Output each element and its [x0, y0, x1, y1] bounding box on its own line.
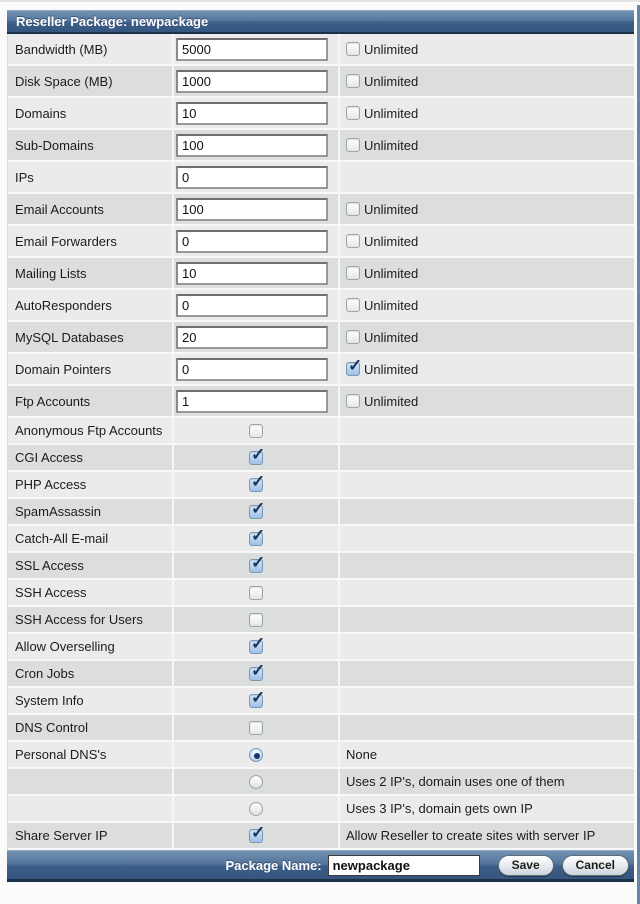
unlimited-label: Unlimited [364, 233, 419, 249]
unlimited-label: Unlimited [364, 41, 419, 57]
field-label: Ftp Accounts [15, 393, 91, 409]
unlimited-label: Unlimited [364, 73, 419, 89]
unlimited-label: Unlimited [364, 393, 419, 409]
field-label: System Info [15, 693, 84, 708]
cron-jobs-checkbox[interactable] [249, 667, 263, 681]
ips-input[interactable] [176, 166, 328, 189]
php-access-checkbox[interactable] [249, 478, 263, 492]
table-row-cron-jobs [8, 661, 634, 688]
bandwidth-mb-input[interactable] [176, 38, 328, 61]
option-description: Allow Reseller to create sites with server IP [346, 828, 596, 843]
field-label: SSH Access [15, 585, 87, 600]
field-label: Allow Overselling [15, 639, 115, 654]
mysql-databases-input[interactable] [176, 326, 328, 349]
field-label: AutoResponders [15, 297, 112, 313]
table-row-spamassassin [8, 499, 634, 526]
bandwidth-mb-unlimited-checkbox[interactable] [346, 42, 360, 56]
table-row-ips [8, 162, 634, 194]
catch-all-e-mail-checkbox[interactable] [249, 532, 263, 546]
mysql-databases-unlimited-checkbox[interactable] [346, 330, 360, 344]
save-button[interactable]: Save [498, 855, 554, 876]
panel-title: Reseller Package: newpackage [16, 14, 209, 29]
unlimited-label: Unlimited [364, 297, 419, 313]
table-row-ftp-accounts [8, 386, 634, 418]
field-label: DNS Control [15, 720, 88, 735]
table-row-php-access [8, 472, 634, 499]
spamassassin-checkbox[interactable] [249, 505, 263, 519]
table-row-ssh-access-for-users [8, 607, 634, 634]
field-label: Cron Jobs [15, 666, 75, 681]
mailing-lists-input[interactable] [176, 262, 328, 285]
field-label: CGI Access [15, 450, 83, 465]
table-row-ssh-access [8, 580, 634, 607]
field-label: Disk Space (MB) [15, 73, 113, 89]
field-label: Bandwidth (MB) [15, 41, 108, 57]
domains-unlimited-checkbox[interactable] [346, 106, 360, 120]
field-label: Sub-Domains [15, 137, 94, 153]
package-settings-rows [7, 34, 634, 850]
email-forwarders-input[interactable] [176, 230, 328, 253]
mailing-lists-unlimited-checkbox[interactable] [346, 266, 360, 280]
table-row-sub-domains [8, 130, 634, 162]
email-accounts-unlimited-checkbox[interactable] [346, 202, 360, 216]
option-description: Uses 3 IP's, domain gets own IP [346, 801, 533, 816]
sub-domains-unlimited-checkbox[interactable] [346, 138, 360, 152]
uses-2-ip-s-domain-uses-one-of-them-radio[interactable] [249, 775, 263, 789]
unlimited-label: Unlimited [364, 105, 419, 121]
cgi-access-checkbox[interactable] [249, 451, 263, 465]
field-label: Email Forwarders [15, 233, 117, 249]
field-label: IPs [15, 169, 34, 185]
unlimited-label: Unlimited [364, 137, 419, 153]
table-row-uses-2-ip-s-domain-uses-one-of-them [8, 769, 634, 796]
disk-space-mb-unlimited-checkbox[interactable] [346, 74, 360, 88]
unlimited-label: Unlimited [364, 361, 419, 377]
table-row-email-forwarders [8, 226, 634, 258]
field-label: Catch-All E-mail [15, 531, 109, 546]
email-forwarders-unlimited-checkbox[interactable] [346, 234, 360, 248]
table-row-ssl-access [8, 553, 634, 580]
table-row-dns-control [8, 715, 634, 742]
package-name-input[interactable] [328, 855, 480, 876]
domain-pointers-unlimited-checkbox[interactable] [346, 362, 360, 376]
table-row-allow-overselling [8, 634, 634, 661]
autoresponders-input[interactable] [176, 294, 328, 317]
table-row-email-accounts [8, 194, 634, 226]
option-description: None [346, 747, 378, 762]
ssh-access-checkbox[interactable] [249, 586, 263, 600]
table-row-mailing-lists [8, 258, 634, 290]
unlimited-label: Unlimited [364, 265, 419, 281]
dns-control-checkbox[interactable] [249, 721, 263, 735]
panel-footerbar [7, 850, 634, 882]
field-label: Personal DNS's [15, 747, 107, 762]
table-row-autoresponders [8, 290, 634, 322]
ssh-access-for-users-checkbox[interactable] [249, 613, 263, 627]
panel-titlebar [7, 10, 634, 34]
table-row-disk-space-mb [8, 66, 634, 98]
none-radio[interactable] [249, 748, 263, 762]
unlimited-label: Unlimited [364, 201, 419, 217]
table-row-system-info [8, 688, 634, 715]
table-row-anonymous-ftp-accounts [8, 418, 634, 445]
field-label: PHP Access [15, 477, 87, 492]
table-row-personal-dns-s [8, 742, 634, 769]
anonymous-ftp-accounts-checkbox[interactable] [249, 424, 263, 438]
table-row-catch-all-e-mail [8, 526, 634, 553]
email-accounts-input[interactable] [176, 198, 328, 221]
field-label: Mailing Lists [15, 265, 87, 281]
option-description: Uses 2 IP's, domain uses one of them [346, 774, 565, 789]
field-label: SpamAssassin [15, 504, 101, 519]
field-label: Domains [15, 105, 67, 121]
uses-3-ip-s-domain-gets-own-ip-radio[interactable] [249, 802, 263, 816]
cancel-button[interactable]: Cancel [562, 855, 629, 876]
ftp-accounts-input[interactable] [176, 390, 328, 413]
reseller-package-panel [7, 10, 634, 882]
field-label: MySQL Databases [15, 329, 124, 345]
share-server-ip-checkbox[interactable] [249, 829, 263, 843]
unlimited-label: Unlimited [364, 329, 419, 345]
package-name-label: Package Name: [225, 857, 322, 873]
sub-domains-input[interactable] [176, 134, 328, 157]
table-row-bandwidth-mb [8, 34, 634, 66]
field-label: Domain Pointers [15, 361, 112, 377]
table-row-mysql-databases [8, 322, 634, 354]
table-row-cgi-access [8, 445, 634, 472]
table-row-uses-3-ip-s-domain-gets-own-ip [8, 796, 634, 823]
ftp-accounts-unlimited-checkbox[interactable] [346, 394, 360, 408]
domains-input[interactable] [176, 102, 328, 125]
domain-pointers-input[interactable] [176, 358, 328, 381]
table-row-domain-pointers [8, 354, 634, 386]
field-label: SSL Access [15, 558, 84, 573]
table-row-share-server-ip [8, 823, 634, 850]
autoresponders-unlimited-checkbox[interactable] [346, 298, 360, 312]
field-label: Anonymous Ftp Accounts [15, 423, 163, 438]
table-row-domains [8, 98, 634, 130]
field-label: SSH Access for Users [15, 612, 143, 627]
field-label: Email Accounts [15, 201, 104, 217]
disk-space-mb-input[interactable] [176, 70, 328, 93]
system-info-checkbox[interactable] [249, 694, 263, 708]
allow-overselling-checkbox[interactable] [249, 640, 263, 654]
field-label: Share Server IP [15, 828, 108, 843]
ssl-access-checkbox[interactable] [249, 559, 263, 573]
